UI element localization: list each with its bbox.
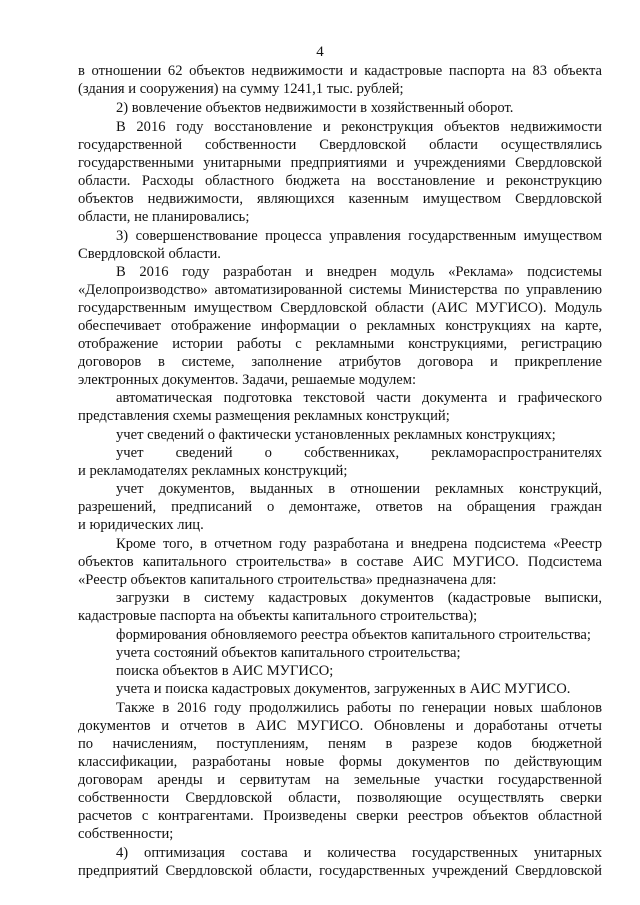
text-line: договоров в системе, заполнение атрибутов договора и прикрепление [78, 354, 602, 370]
text-line: и рекламодателях рекламных конструкций; [78, 463, 348, 479]
text-line: электронных документов. Задачи, решаемые модулем: [78, 372, 417, 388]
text-line: собственности Свердловской области, позволяющие осуществлять сверки [78, 790, 602, 806]
text-line: формирования обновляемого реестра объектов капитального строительства; [116, 627, 591, 643]
text-line: классификации, разработаны новые формы документов по действующим [78, 754, 602, 770]
page-number: 4 [316, 44, 324, 60]
text-line: документов и отчетов в АИС МУГИСО. Обновлены и доработаны отчеты [78, 718, 602, 734]
text-line: области, не планировались; [78, 209, 250, 225]
text-line: отображение истории работы с рекламными конструкциями, регистрацию [78, 336, 602, 352]
text-line: в отношении 62 объектов недвижимости и кадастровые паспорта на 83 объекта [78, 63, 602, 79]
text-line: разрешений, предписаний о демонтаже, ответов на обращения граждан [78, 499, 602, 515]
text-line: (здания и сооружения) на сумму 1241,1 тыс. рублей; [78, 81, 404, 97]
text-line: Кроме того, в отчетном году разработана и внедрена подсистема «Реестр [116, 536, 602, 552]
text-line: 2) вовлечение объектов недвижимости в хозяйственный оборот. [116, 100, 514, 116]
text-line: учета и поиска кадастровых документов, загруженных в АИС МУГИСО. [116, 681, 571, 697]
text-line: обеспечивает отображение информации о рекламных конструкциях на карте, [78, 318, 602, 334]
text-line: собственности; [78, 826, 174, 842]
text-line: учет сведений о собственниках, рекламораспространителях [116, 445, 602, 461]
text-line: договорам аренды и сервитутам на земельные участки государственной [78, 772, 602, 788]
text-line: автоматическая подготовка текстовой части документа и графического [116, 390, 602, 406]
text-line: расчетов с контрагентами. Произведены сверки реестров объектов областной [78, 808, 602, 824]
text-line: представления схемы размещения рекламных конструкций; [78, 408, 450, 424]
text-line: учет сведений о фактически установленных рекламных конструкциях; [116, 427, 556, 443]
text-line: «Делопроизводство» автоматизированной системы Министерства по управлению [78, 282, 602, 298]
text-line: кадастровые паспорта на объекты капитального строительства); [78, 608, 478, 624]
text-line: государственным имуществом Свердловской области (АИС МУГИСО). Модуль [78, 300, 602, 316]
text-line: Также в 2016 году продолжились работы по генерации новых шаблонов [116, 700, 602, 716]
text-line: по начислениям, поступлениям, пеням в разрезе кодов бюджетной [78, 736, 602, 752]
text-line: Свердловской области. [78, 246, 221, 262]
text-line: предприятий Свердловской области, государственных учреждений Свердловской [78, 863, 602, 879]
text-line: 4) оптимизация состава и количества государственных унитарных [116, 845, 602, 861]
text-line: объектов капитального строительства» в составе АИС МУГИСО. Подсистема [78, 554, 602, 570]
text-line: В 2016 году восстановление и реконструкция объектов недвижимости [116, 119, 602, 135]
text-line: учета состояний объектов капитального строительства; [116, 645, 461, 661]
text-line: поиска объектов в АИС МУГИСО; [116, 663, 334, 679]
text-line: 3) совершенствование процесса управления государственным имуществом [116, 228, 602, 244]
text-line: «Реестр объектов капитального строительства» предназначена для: [78, 572, 497, 588]
text-line: В 2016 году разработан и внедрен модуль «Реклама» подсистемы [116, 264, 602, 280]
text-line: учет документов, выданных в отношении рекламных конструкций, [116, 481, 602, 497]
text-line: государственными унитарными предприятиями и учреждениями Свердловской [78, 155, 602, 171]
text-line: государственной собственности Свердловской области осуществлялись [78, 137, 602, 153]
text-line: объектов недвижимости, являющихся казенным имуществом Свердловской [78, 191, 602, 207]
text-line: и юридических лиц. [78, 517, 204, 533]
text-line: области. Расходы областного бюджета на восстановление и реконструкцию [78, 173, 602, 189]
text-line: загрузки в систему кадастровых документов (кадастровые выписки, [116, 590, 602, 606]
